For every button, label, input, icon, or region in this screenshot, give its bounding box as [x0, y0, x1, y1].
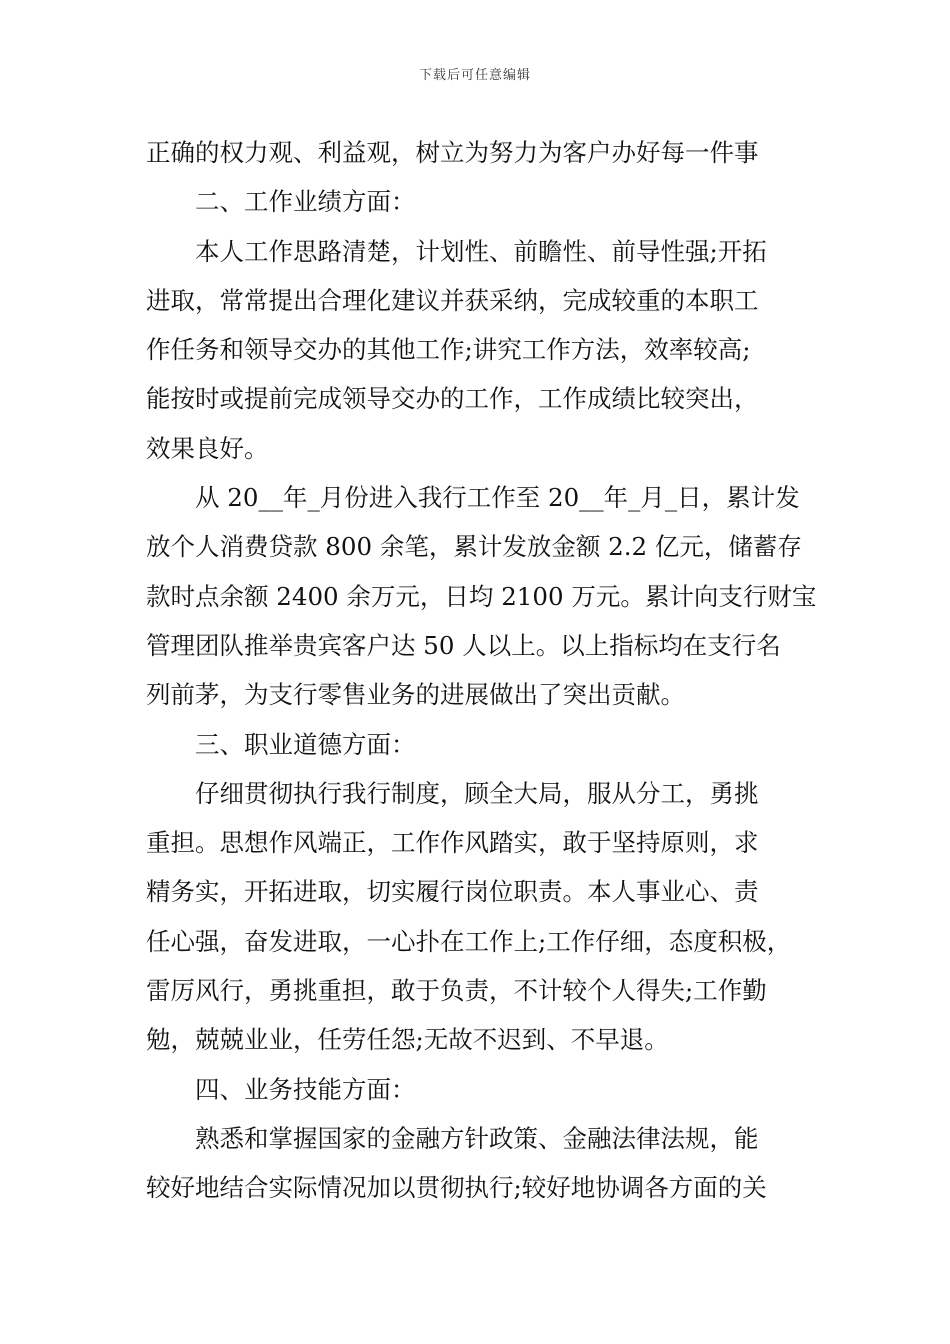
- text-line: 勉，兢兢业业，任劳任怨;无故不迟到、不早退。: [146, 1025, 669, 1055]
- document-body: [146, 128, 838, 1213]
- text-line: 仔细贯彻执行我行制度，顾全大局，服从分工，勇挑: [195, 778, 759, 808]
- text-line: 重担。思想作风端正，工作作风踏实，敢于坚持原则，求: [146, 828, 759, 858]
- text-line: 从 20__年_月份进入我行工作至 20__年_月_日，累计发: [195, 483, 800, 513]
- text-line: 效果良好。: [146, 433, 269, 463]
- text-line: 雷厉风行，勇挑重担，敢于负责，不计较个人得失;工作勤: [146, 976, 767, 1006]
- header-note: 下载后可任意编辑: [418, 68, 531, 83]
- section-heading: 三、职业道德方面：: [195, 729, 416, 759]
- text-line: 本人工作思路清楚，计划性、前瞻性、前导性强;开拓: [195, 236, 767, 266]
- text-line: 放个人消费贷款 800 余笔，累计发放金额 2.2 亿元，储蓄存: [146, 532, 802, 562]
- text-line: 精务实，开拓进取，切实履行岗位职责。本人事业心、责: [146, 877, 759, 907]
- section-heading: 二、工作业绩方面：: [195, 187, 416, 217]
- text-line: 管理团队推举贵宾客户达 50 人以上。以上指标均在支行名: [146, 630, 781, 660]
- text-line: 进取，常常提出合理化建议并获采纳，完成较重的本职工: [146, 285, 759, 315]
- section-heading: 四、业务技能方面：: [195, 1074, 416, 1104]
- text-line: 能按时或提前完成领导交办的工作，工作成绩比较突出，: [146, 384, 759, 414]
- text-line: 熟悉和掌握国家的金融方针政策、金融法律法规，能: [195, 1123, 759, 1153]
- text-line: 款时点余额 2400 余万元，日均 2100 万元。累计向支行财宝: [146, 581, 817, 611]
- text-line: 较好地结合实际情况加以贯彻执行;较好地协调各方面的关: [146, 1173, 767, 1203]
- text-line: 列前茅，为支行零售业务的进展做出了突出贡献。: [146, 680, 685, 710]
- text-line: 作任务和领导交办的其他工作;讲究工作方法，效率较高;: [146, 335, 751, 365]
- text-line: 任心强，奋发进取，一心扑在工作上;工作仔细，态度积极，: [146, 926, 792, 956]
- text-line: 正确的权力观、利益观，树立为努力为客户办好每一件事: [146, 138, 759, 167]
